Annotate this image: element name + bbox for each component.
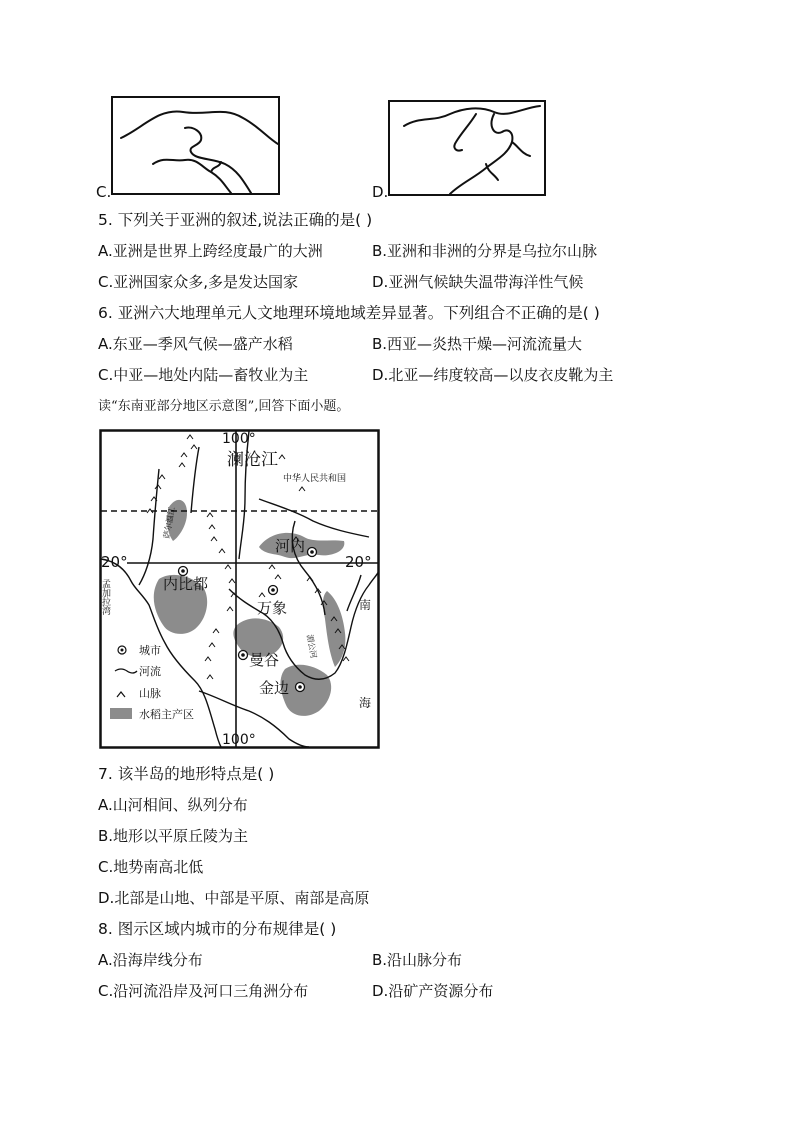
label-bay-of-bengal: 孟加拉湾 [100, 579, 110, 615]
label-vientiane: 万象 [257, 599, 288, 617]
question-7-option-c: C.地势南高北低 [98, 858, 204, 876]
option-c-river-map [113, 98, 278, 193]
label-bangkok: 曼谷 [249, 651, 280, 669]
legend-river: 河流 [139, 665, 161, 678]
question-8-stem: 8. 图示区域内城市的分布规律是( ) [98, 920, 337, 938]
map-svg [99, 429, 380, 749]
question-8-option-d: D.沿矿产资源分布 [372, 982, 494, 1000]
question-6-option-a: A.东亚—季风气候—盛产水稻 [98, 335, 293, 353]
question-8-option-c: C.沿河流沿岸及河口三角洲分布 [98, 982, 309, 1000]
label-salween: 萨尔温江 [162, 506, 177, 540]
option-c-figure [111, 96, 280, 195]
label-sea-sea: 海 [359, 696, 372, 710]
option-d-river-map [390, 102, 544, 194]
label-sea-south: 南 [359, 598, 372, 612]
question-6-option-d: D.北亚—纬度较高—以皮衣皮靴为主 [372, 366, 614, 384]
legend-rice: 水稻主产区 [139, 708, 194, 721]
southeast-asia-map [99, 429, 380, 749]
label-mekong: 湄公河 [305, 633, 319, 659]
option-c-label: C. [96, 183, 112, 201]
label-phnompenh: 金边 [259, 679, 290, 697]
question-8-option-a: A.沿海岸线分布 [98, 951, 203, 969]
question-7-option-d: D.北部是山地、中部是平原、南部是高原 [98, 889, 370, 907]
question-5-stem: 5. 下列关于亚洲的叙述,说法正确的是( ) [98, 211, 373, 229]
question-5-option-a: A.亚洲是世界上跨经度最广的大洲 [98, 242, 323, 260]
legend-city: 城市 [139, 644, 161, 657]
question-5-option-c: C.亚洲国家众多,多是发达国家 [98, 273, 299, 291]
lon-label-top: 100° [222, 431, 256, 447]
label-hanoi: 河内 [275, 537, 306, 555]
label-china: 中华人民共和国 [283, 474, 347, 484]
question-7-stem: 7. 该半岛的地形特点是( ) [98, 765, 275, 783]
option-d-figure [388, 100, 546, 196]
question-7-option-a: A.山河相间、纵列分布 [98, 796, 248, 814]
label-naypyidaw: 内比都 [163, 575, 209, 593]
question-6-option-b: B.西亚—炎热干燥—河流流量大 [372, 335, 583, 353]
question-5-option-b: B.亚洲和非洲的分界是乌拉尔山脉 [372, 242, 598, 260]
question-7-option-b: B.地形以平原丘陵为主 [98, 827, 249, 845]
lat-label-right: 20° [345, 553, 372, 571]
question-6-stem: 6. 亚洲六大地理单元人文地理环境地域差异显著。下列组合不正确的是( ) [98, 304, 600, 322]
question-8-option-b: B.沿山脉分布 [372, 951, 463, 969]
question-6-option-c: C.中亚—地处内陆—畜牧业为主 [98, 366, 309, 384]
option-d-label: D. [372, 183, 389, 201]
legend-mountain: 山脉 [139, 687, 161, 700]
label-lancang-river: 澜沧江 [227, 450, 278, 470]
lon-label-bottom: 100° [222, 732, 256, 748]
question-5-option-d: D.亚洲气候缺失温带海洋性气候 [372, 273, 584, 291]
lat-label-left: 20° [101, 553, 128, 571]
map-instruction: 读“东南亚部分地区示意图”,回答下面小题。 [98, 399, 350, 414]
